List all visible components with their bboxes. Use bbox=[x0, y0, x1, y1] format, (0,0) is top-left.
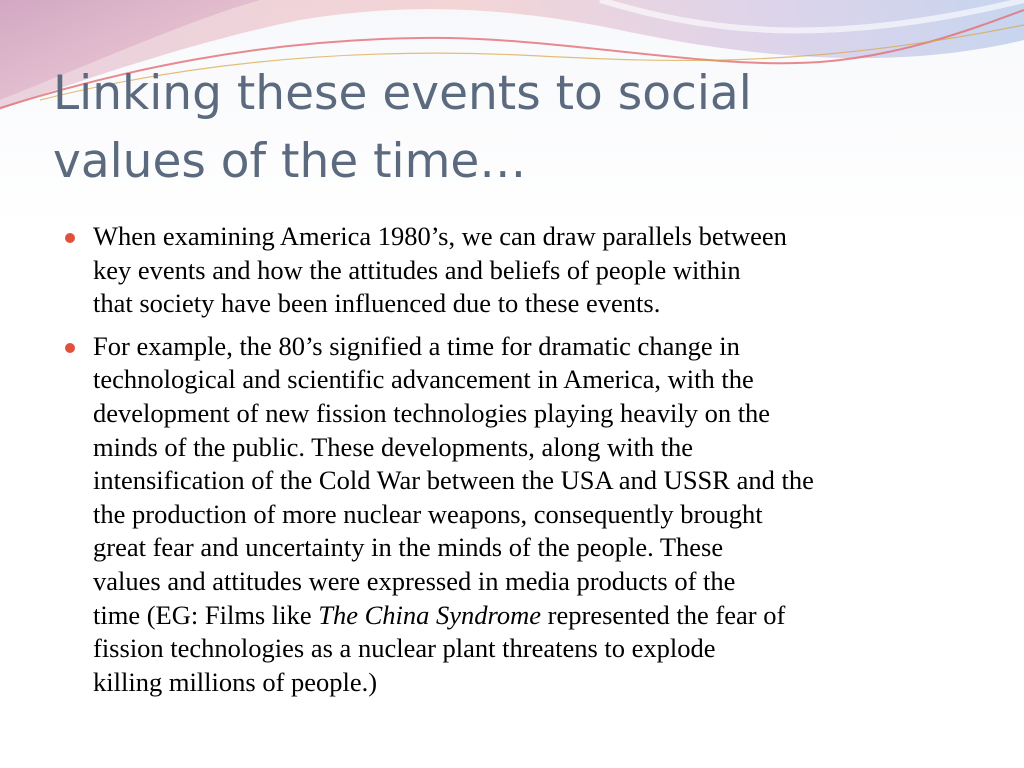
bullet-line: great fear and uncertainty in the minds of the people. These bbox=[93, 532, 724, 563]
bullet-line: key events and how the attitudes and beliefs of people within bbox=[93, 254, 741, 285]
bullet-line: fission technologies as a nuclear plant threatens to explode bbox=[93, 633, 716, 664]
bullet-line: values and attitudes were expressed in media products of the bbox=[93, 565, 736, 596]
bullet-item-1 bbox=[62, 220, 962, 321]
bullet-line-with-film-title bbox=[93, 599, 962, 633]
bullet-text bbox=[93, 220, 962, 321]
bullet-line-suffix: represented the fear of bbox=[541, 599, 786, 630]
bullet-line: minds of the public. These developments, along with the bbox=[93, 431, 694, 462]
bullet-line: For example, the 80’s signified a time for dramatic change in bbox=[93, 330, 740, 361]
slide-title bbox=[53, 60, 953, 196]
bullet-line: intensification of the Cold War between the USA and USSR and the bbox=[93, 465, 814, 496]
film-title: The China Syndrome bbox=[318, 599, 542, 630]
slide-title-line-1: Linking these events to social bbox=[53, 66, 752, 121]
bullet-dot-icon bbox=[65, 233, 75, 243]
bullet-line: technological and scientific advancement in America, with the bbox=[93, 364, 754, 395]
bullet-text bbox=[93, 330, 962, 700]
bullet-line: the production of more nuclear weapons, consequently brought bbox=[93, 498, 763, 529]
bullet-item-2 bbox=[62, 330, 962, 700]
bullet-dot-icon bbox=[65, 343, 75, 353]
bullet-line: When examining America 1980’s, we can draw parallels between bbox=[93, 221, 787, 251]
slide-title-line-2: values of the time… bbox=[53, 134, 527, 189]
bullet-line: killing millions of people.) bbox=[93, 666, 378, 697]
bullet-line: that society have been influenced due to these events. bbox=[93, 288, 661, 319]
bullet-line: development of new fission technologies playing heavily on the bbox=[93, 397, 771, 428]
bullet-line-prefix: time (EG: Films like bbox=[93, 599, 319, 630]
bullet-list bbox=[62, 220, 962, 708]
